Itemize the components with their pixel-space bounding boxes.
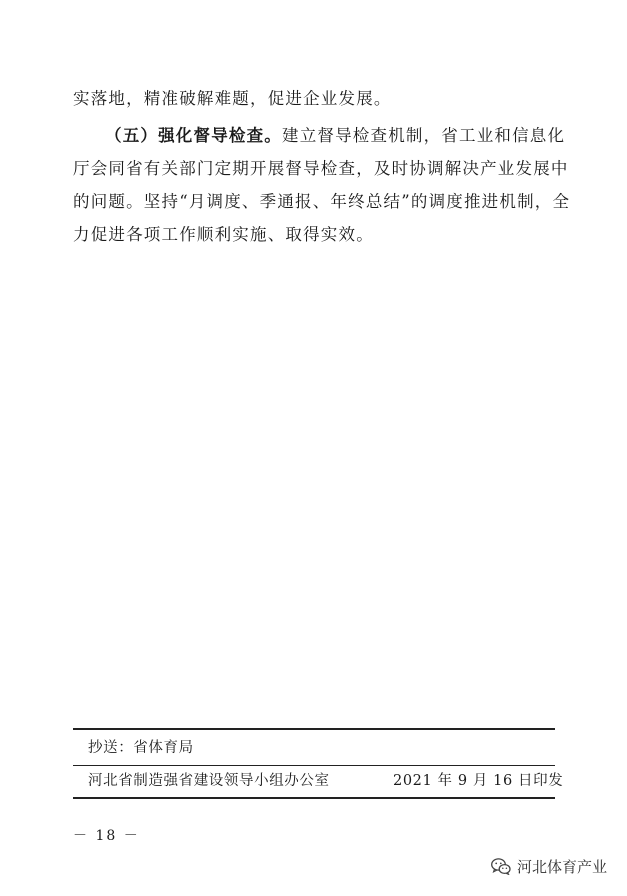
- footer-bottom-rule: [73, 797, 555, 799]
- body-line-1: 实落地，精准破解难题，促进企业发展。: [73, 89, 392, 108]
- cc-line: 抄送：省体育局: [88, 740, 194, 756]
- footer-top-rule: [73, 728, 555, 730]
- footer-middle-rule: [73, 765, 555, 766]
- watermark: [491, 856, 607, 877]
- page-number: － 18 －: [73, 828, 140, 844]
- print-date: 2021 年 9 月 16 日印发: [393, 773, 564, 789]
- section-heading: （五）强化督导检查。: [105, 126, 282, 145]
- issuer-name: 河北省制造强省建设领导小组办公室: [88, 773, 330, 789]
- body-line-2: [105, 125, 565, 147]
- section-text: 建立督导检查机制，省工业和信息化: [282, 126, 566, 145]
- wechat-icon: [491, 858, 511, 875]
- body-line-4: 的问题。坚持“月调度、季通报、年终总结”的调度推进机制，全: [73, 192, 571, 211]
- body-line-3: 厅会同省有关部门定期开展督导检查，及时协调解决产业发展中: [73, 159, 569, 178]
- body-line-5: 力促进各项工作顺利实施、取得实效。: [73, 225, 374, 244]
- watermark-text: 河北体育产业: [516, 858, 607, 876]
